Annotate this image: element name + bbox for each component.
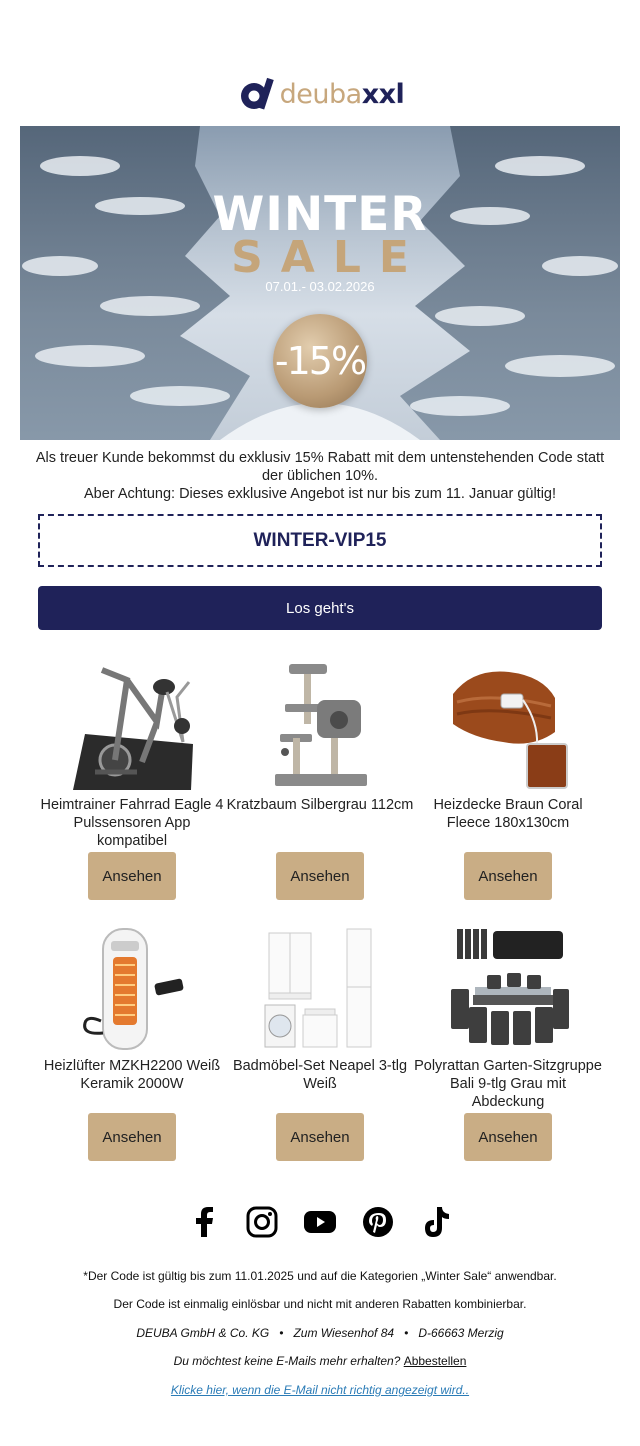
cta-button[interactable]: Los geht's	[38, 586, 602, 630]
tiktok-icon[interactable]	[420, 1206, 452, 1238]
product-name: Polyrattan Garten-Sitzgruppe Bali 9-tlg Grau mit Abdeckung	[414, 1058, 602, 1110]
discount-code-box: WINTER-VIP15	[38, 514, 602, 567]
exercise-bike-icon	[67, 662, 197, 792]
product-card[interactable]	[38, 923, 226, 1161]
view-product-button[interactable]: Ansehen	[88, 852, 176, 900]
footer-unsubscribe	[0, 1354, 640, 1368]
company-city: D-66663 Merzig	[418, 1326, 504, 1340]
intro-text	[30, 449, 610, 503]
garden-furniture-icon	[443, 923, 573, 1053]
footer-address	[0, 1326, 640, 1340]
brand-logo-icon	[236, 74, 276, 114]
hero-subtitle: SALE	[231, 232, 427, 283]
bullet-separator: •	[272, 1326, 291, 1340]
social-links	[0, 1206, 640, 1238]
heated-blanket-icon	[443, 662, 573, 792]
view-product-button[interactable]: Ansehen	[276, 1113, 364, 1161]
cat-tree-image[interactable]	[255, 662, 385, 792]
view-product-button[interactable]: Ansehen	[88, 1113, 176, 1161]
youtube-icon[interactable]	[304, 1206, 336, 1238]
product-name: Heimtrainer Fahrrad Eagle 4 Pulssensoren App kompatibel	[40, 797, 224, 849]
ceramic-heater-image[interactable]	[67, 923, 197, 1053]
product-name: Heizdecke Braun Coral Fleece 180x130cm	[433, 797, 583, 831]
hero-dates: 07.01.- 03.02.2026	[265, 279, 375, 294]
intro-line-2: Aber Achtung: Dieses exklusive Angebot ist nur bis zum 11. Januar gültig!	[83, 486, 557, 502]
pinterest-icon[interactable]	[362, 1206, 394, 1238]
brand-logo[interactable]	[0, 72, 640, 116]
footer-terms-2: Der Code ist einmalig einlösbar und nicht mit anderen Rabatten kombinierbar.	[113, 1297, 527, 1311]
view-in-browser-link[interactable]: Klicke hier, wenn die E-Mail nicht richtig angezeigt wird..	[170, 1383, 470, 1397]
product-name: Kratzbaum Silbergrau 112cm	[226, 797, 414, 813]
company-name: DEUBA GmbH & Co. KG	[136, 1326, 270, 1340]
ceramic-heater-icon	[67, 923, 197, 1053]
cat-tree-icon	[255, 662, 385, 792]
hero-title: WINTER	[212, 187, 428, 242]
unsubscribe-link[interactable]: Abbestellen	[403, 1354, 467, 1368]
product-card[interactable]	[226, 662, 414, 900]
product-name: Heizlüfter MZKH2200 Weiß Keramik 2000W	[43, 1058, 221, 1092]
unsubscribe-text: Du möchtest keine E-Mails mehr erhalten?	[173, 1354, 401, 1368]
product-card[interactable]	[414, 662, 602, 900]
heated-blanket-image[interactable]	[443, 662, 573, 792]
product-name: Badmöbel-Set Neapel 3-tlg Weiß	[232, 1058, 408, 1092]
instagram-icon[interactable]	[246, 1206, 278, 1238]
brand-name: deubaxxl	[279, 78, 405, 110]
view-product-button[interactable]: Ansehen	[464, 852, 552, 900]
garden-furniture-image[interactable]	[443, 923, 573, 1053]
view-product-button[interactable]: Ansehen	[276, 852, 364, 900]
facebook-icon[interactable]	[188, 1206, 220, 1238]
product-card[interactable]	[38, 662, 226, 900]
footer-browser-link-row	[0, 1383, 640, 1397]
intro-line-1: Als treuer Kunde bekommst du exklusiv 15% Rabatt mit dem untenstehenden Code statt der üblichen 10%.	[35, 450, 605, 484]
view-product-button[interactable]: Ansehen	[464, 1113, 552, 1161]
footer-terms: *Der Code ist gültig bis zum 11.01.2025 und auf die Kategorien „Winter Sale“ anwendbar.	[83, 1269, 557, 1283]
hero-banner[interactable]	[20, 126, 620, 440]
bathroom-furniture-icon	[255, 923, 385, 1053]
bathroom-furniture-image[interactable]	[255, 923, 385, 1053]
bullet-separator: •	[397, 1326, 415, 1340]
discount-badge: -15%	[273, 314, 367, 408]
exercise-bike-image[interactable]	[67, 662, 197, 792]
product-card[interactable]	[226, 923, 414, 1161]
product-card[interactable]	[414, 923, 602, 1161]
company-street: Zum Wiesenhof 84	[293, 1326, 395, 1340]
